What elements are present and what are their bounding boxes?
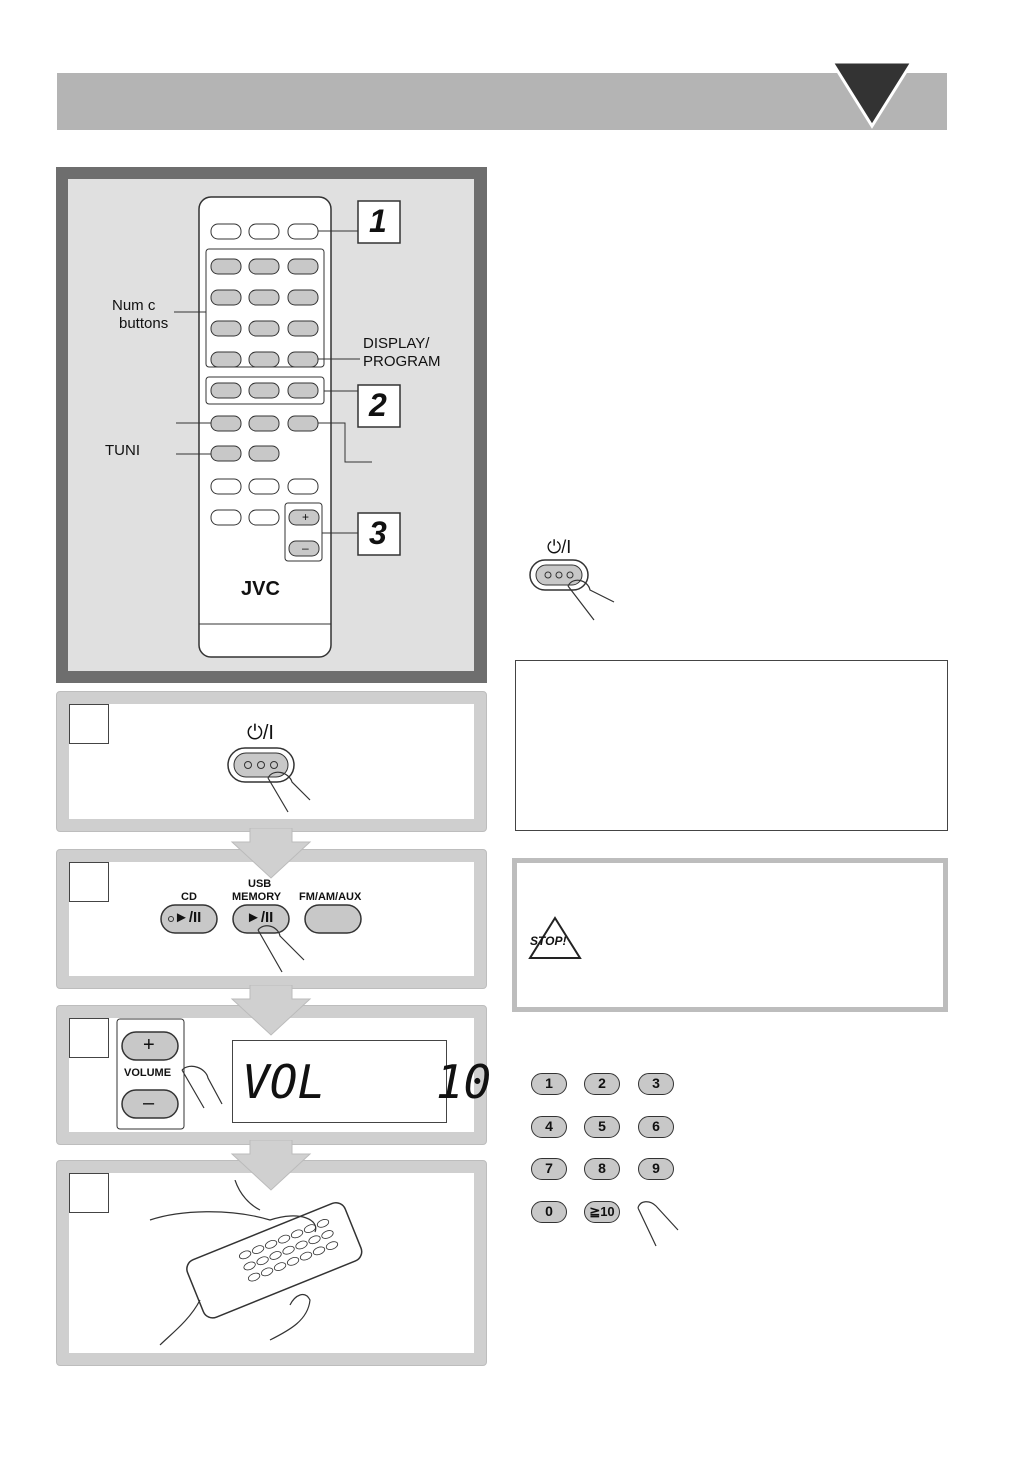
power-symbol-step: ⏻/I xyxy=(247,722,274,744)
number-key-9[interactable]: 9 xyxy=(638,1158,674,1180)
memory-label: MEMORY xyxy=(232,891,282,903)
arrow-down-icon xyxy=(230,828,312,880)
step-2-number-box xyxy=(69,862,109,902)
callout-3: 3 xyxy=(369,515,387,551)
header-bar xyxy=(57,73,947,130)
volume-label: VOLUME xyxy=(124,1067,172,1079)
remote-plus: + xyxy=(302,510,310,524)
finger-pointer-icon xyxy=(634,1196,682,1248)
volume-minus-button[interactable]: – xyxy=(143,1092,155,1114)
cd-label: CD xyxy=(181,891,197,903)
number-key-7[interactable]: 7 xyxy=(531,1158,567,1180)
number-key-5[interactable]: 5 xyxy=(584,1116,620,1138)
stop-sign-text: STOP! xyxy=(530,934,567,948)
number-key-4[interactable]: 4 xyxy=(531,1116,567,1138)
fm-am-aux-label: FM/AM/AUX xyxy=(299,891,362,903)
step-1-power-button[interactable] xyxy=(226,746,326,816)
number-key-0[interactable]: 0 xyxy=(531,1201,567,1223)
number-key-1[interactable]: 1 xyxy=(531,1073,567,1095)
usb-play-pause-button[interactable]: ►/II xyxy=(246,909,274,926)
volume-display-text: VOL 10 xyxy=(242,1055,492,1109)
remote-minus: – xyxy=(302,541,309,555)
info-box xyxy=(515,660,948,831)
number-key-6[interactable]: 6 xyxy=(638,1116,674,1138)
number-key-10-plus[interactable]: ≧10 xyxy=(584,1201,620,1223)
step-4-number-box xyxy=(69,1173,109,1213)
jvc-logo: JVC xyxy=(241,578,280,600)
number-key-2[interactable]: 2 xyxy=(584,1073,620,1095)
header-triangle-icon xyxy=(830,60,950,132)
buttons-label: buttons xyxy=(119,315,169,332)
display-program-label-line2: PROGRAM xyxy=(363,353,441,370)
step-3-number-box xyxy=(69,1018,109,1058)
display-program-label-line1: DISPLAY/ xyxy=(363,335,430,352)
arrow-down-icon xyxy=(230,985,312,1037)
cd-play-pause-button[interactable]: ►/II xyxy=(174,909,202,926)
arrow-down-icon xyxy=(230,1140,312,1192)
volume-plus-button[interactable]: + xyxy=(143,1034,155,1056)
power-button-press-illustration[interactable] xyxy=(528,558,628,624)
callout-1: 1 xyxy=(369,203,387,239)
number-key-8[interactable]: 8 xyxy=(584,1158,620,1180)
step-1-number-box xyxy=(69,704,109,744)
tuning-label: TUNI xyxy=(105,442,140,459)
numeric-label: Num c xyxy=(112,297,156,314)
power-symbol-right: ⏻/I xyxy=(547,537,572,557)
number-key-3[interactable]: 3 xyxy=(638,1073,674,1095)
callout-2: 2 xyxy=(369,387,387,423)
usb-label: USB xyxy=(248,878,272,890)
hands-holding-remote-illustration xyxy=(140,1180,380,1350)
